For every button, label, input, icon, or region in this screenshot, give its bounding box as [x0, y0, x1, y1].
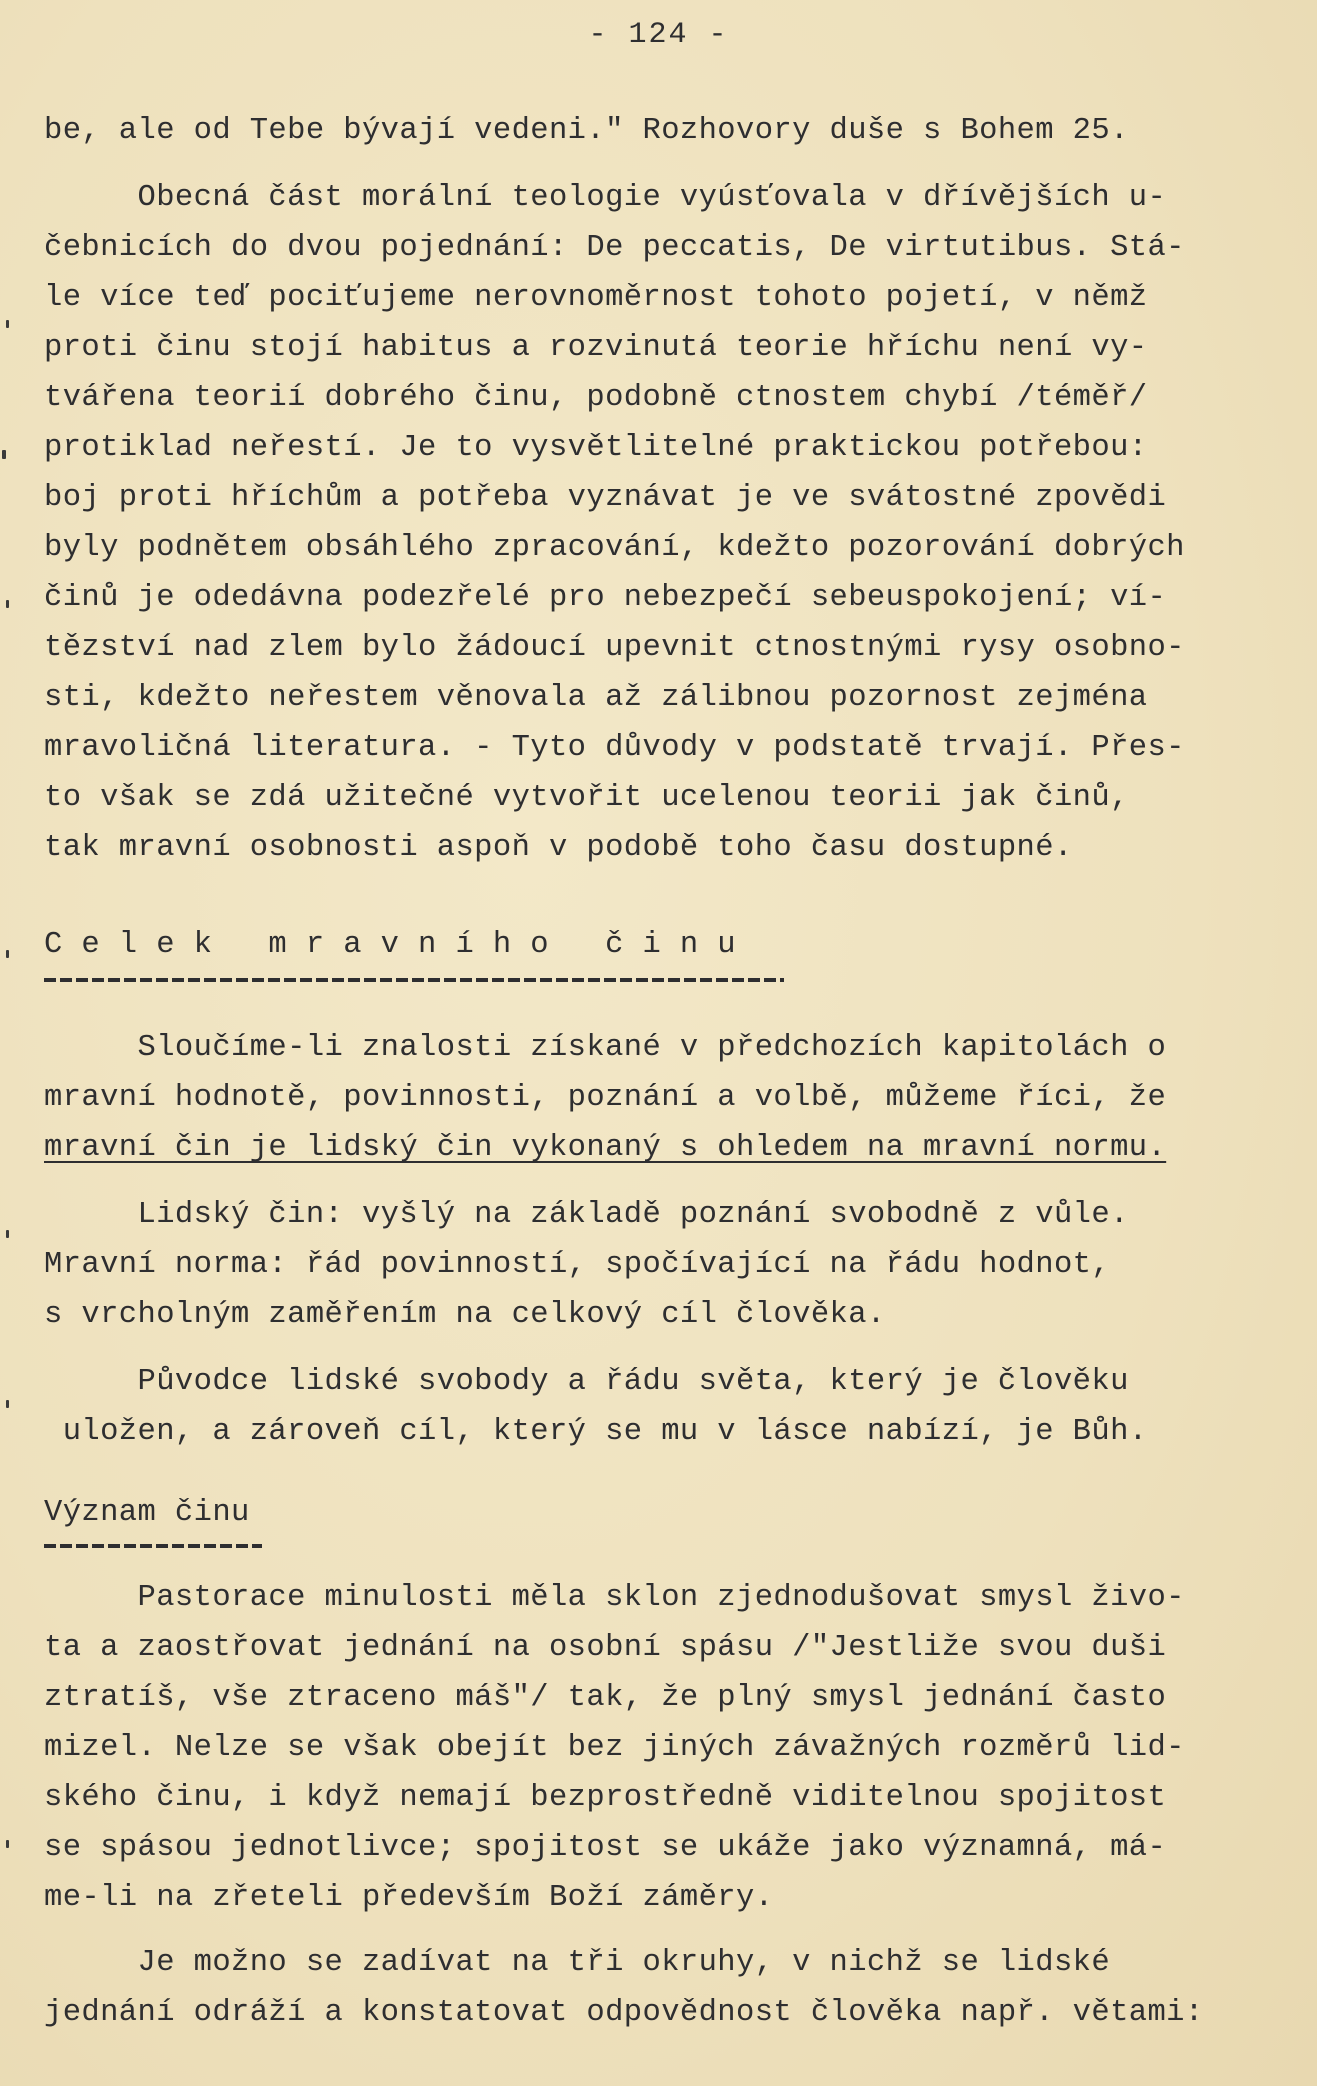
heading-underline: [44, 1544, 262, 1548]
text-line: činů je odedávna podezřelé pro nebezpečí sebeuspokojení; ví-: [44, 581, 1167, 615]
margin-mark: [6, 1230, 9, 1238]
underlined-definition: mravní čin je lidský čin vykonaný s ohledem na mravní normu.: [44, 1131, 1167, 1165]
text-line: mravní hodnotě, povinnosti, poznání a volbě, můžeme říci, že: [44, 1081, 1167, 1115]
text-line: to však se zdá užitečné vytvořit ucelenou teorii jak činů,: [44, 781, 1129, 815]
text-line: tězství nad zlem bylo žádoucí upevnit ctnostnými rysy osobno-: [44, 631, 1185, 665]
text-line: mravoličná literatura. - Tyto důvody v podstatě trvají. Přes-: [44, 731, 1185, 765]
text-line: sti, kdežto neřestem věnovala až zálibnou pozornost zejména: [44, 681, 1148, 715]
text-line: se spásou jednotlivce; spojitost se ukáže jako významná, má-: [44, 1831, 1167, 1865]
text-line: Původce lidské svobody a řádu světa, který je člověku: [44, 1365, 1129, 1399]
text-line: mizel. Nelze se však obejít bez jiných závažných rozměrů lid-: [44, 1731, 1185, 1765]
text-line: boj proti hříchům a potřeba vyznávat je ve svátostné zpovědi: [44, 481, 1167, 515]
section-heading: Význam činu: [44, 1496, 250, 1530]
text-line: byly podnětem obsáhlého zpracování, kdežto pozorování dobrých: [44, 531, 1185, 565]
margin-mark: [6, 1400, 9, 1408]
text-line: Pastorace minulosti měla sklon zjednodušovat smysl živo-: [44, 1581, 1185, 1615]
text-line: tak mravní osobnosti aspoň v podobě toho času dostupné.: [44, 831, 1073, 865]
text-line: ta a zaostřovat jednání na osobní spásu /"Jestliže svou duši: [44, 1631, 1167, 1665]
text-line: Lidský čin: vyšlý na základě poznání svobodně z vůle.: [44, 1198, 1129, 1232]
text-line: tvářena teorií dobrého činu, podobně ctnostem chybí /téměř/: [44, 381, 1148, 415]
text-line: Mravní norma: řád povinností, spočívající na řádu hodnot,: [44, 1248, 1111, 1282]
text-line: protiklad neřestí. Je to vysvětlitelné praktickou potřebou:: [44, 431, 1148, 465]
text-line: ztratíš, vše ztraceno máš"/ tak, že plný smysl jednání často: [44, 1681, 1167, 1715]
text-line: be, ale od Tebe bývají vedeni." Rozhovory duše s Bohem 25.: [44, 114, 1129, 148]
heading-underline: [44, 978, 784, 982]
text-line: proti činu stojí habitus a rozvinutá teorie hříchu není vy-: [44, 331, 1148, 365]
page-number: - 124 -: [588, 18, 729, 52]
text-line: Obecná část morální teologie vyúsťovala v dřívějších u-: [44, 181, 1167, 215]
text-line: jednání odráží a konstatovat odpovědnost člověka např. větami:: [44, 1996, 1204, 2030]
section-heading: C e l e k m r a v n í h o č i n u: [44, 928, 737, 962]
margin-mark: [6, 1840, 9, 1848]
text-line: uložen, a zároveň cíl, který se mu v lásce nabízí, je Bůh.: [44, 1415, 1148, 1449]
text-line: Sloučíme-li znalosti získané v předchozích kapitolách o: [44, 1031, 1167, 1065]
text-line: le více teď pociťujeme nerovnoměrnost tohoto pojetí, v němž: [44, 281, 1148, 315]
margin-mark: [6, 950, 9, 958]
margin-mark: [6, 600, 9, 608]
text-line: s vrcholným zaměřením na celkový cíl člověka.: [44, 1298, 886, 1332]
text-line: Je možno se zadívat na tři okruhy, v nichž se lidské: [44, 1946, 1111, 1980]
margin-mark: [2, 450, 6, 459]
text-line: čebnicích do dvou pojednání: De peccatis, De virtutibus. Stá-: [44, 231, 1185, 265]
text-line: ského činu, i když nemají bezprostředně viditelnou spojitost: [44, 1781, 1167, 1815]
margin-mark: [6, 320, 9, 328]
text-line: me-li na zřeteli především Boží záměry.: [44, 1881, 774, 1915]
